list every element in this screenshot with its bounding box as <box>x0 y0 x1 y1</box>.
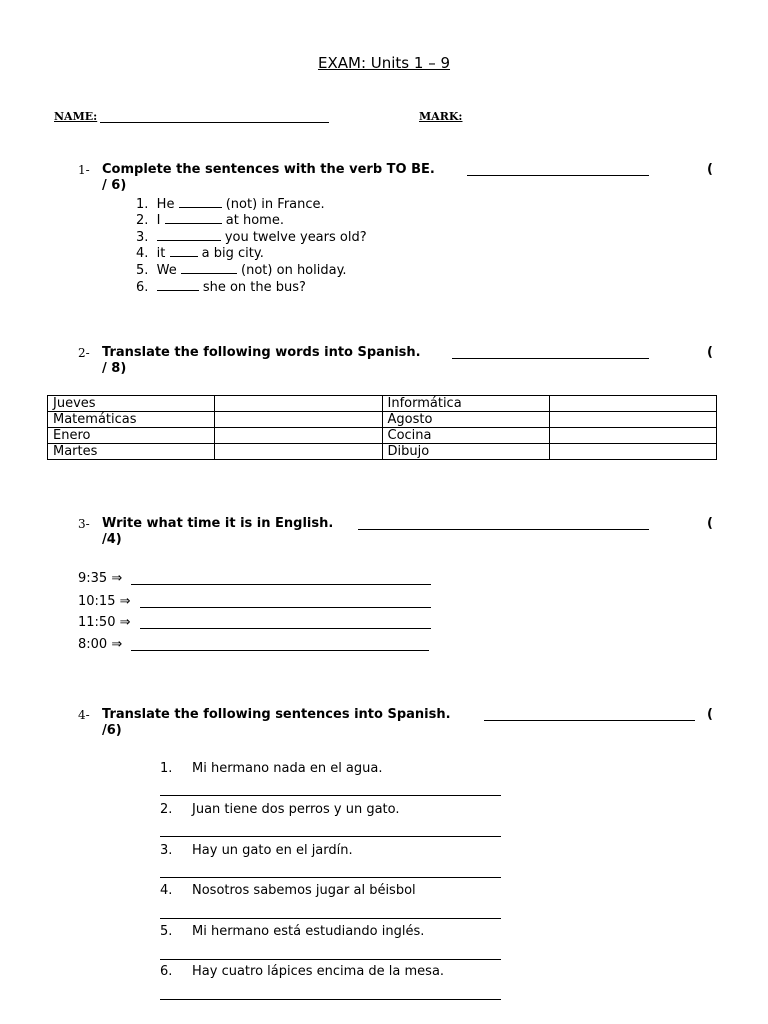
item-number: 6. <box>136 280 149 295</box>
q4-item-number: 3. <box>160 843 173 858</box>
time-prompt: 8:00 ⇒ <box>78 637 123 652</box>
q3-score: /4) <box>102 532 122 547</box>
q4-answer-line[interactable] <box>160 877 501 878</box>
item-suffix: a big city. <box>201 246 264 261</box>
exam-title: EXAM: Units 1 – 9 <box>317 54 451 72</box>
blank-field[interactable] <box>170 244 198 257</box>
q1-score: / 6) <box>102 178 127 193</box>
mark-label: MARK: <box>419 110 463 123</box>
blank-field[interactable] <box>157 278 199 291</box>
answer-cell[interactable] <box>215 428 382 444</box>
item-number: 3. <box>136 230 149 245</box>
q4-item-text: Nosotros sabemos jugar al béisbol <box>192 883 416 898</box>
q1-item-3 <box>136 228 367 245</box>
word-cell: Jueves <box>48 396 215 412</box>
q1-item-4 <box>136 244 264 261</box>
q3-answer-line <box>358 529 649 530</box>
q4-item-text: Mi hermano está estudiando inglés. <box>192 924 425 939</box>
q4-answer-line[interactable] <box>160 918 501 919</box>
q4-answer-line[interactable] <box>160 836 501 837</box>
q1-item-2 <box>136 211 284 228</box>
q3-paren: ( <box>707 516 713 531</box>
item-prefix: I <box>156 213 161 228</box>
table-row <box>48 428 717 444</box>
q4-instruction: Translate the following sentences into Spanish. <box>102 707 451 722</box>
word-cell: Matemáticas <box>48 412 215 428</box>
table-row <box>48 444 717 460</box>
q4-answer-line[interactable] <box>160 999 501 1000</box>
q2-paren: ( <box>707 345 713 360</box>
translation-table <box>47 395 717 460</box>
word-cell: Martes <box>48 444 215 460</box>
item-number: 5. <box>136 263 149 278</box>
q2-number: 2- <box>78 346 90 360</box>
q1-item-5 <box>136 261 347 278</box>
item-prefix: it <box>156 246 166 261</box>
time-answer-line[interactable] <box>131 650 429 651</box>
q1-item-1 <box>136 195 325 212</box>
time-prompt: 10:15 ⇒ <box>78 594 131 609</box>
word-cell: Informática <box>382 396 549 412</box>
item-prefix: We <box>156 263 177 278</box>
name-field[interactable] <box>100 122 329 123</box>
answer-cell[interactable] <box>549 412 716 428</box>
q4-answer-line <box>484 720 695 721</box>
q4-paren: ( <box>707 707 713 722</box>
q1-answer-line <box>467 175 649 176</box>
time-answer-line[interactable] <box>140 607 431 608</box>
name-label: NAME: <box>54 110 98 123</box>
answer-cell[interactable] <box>549 444 716 460</box>
item-suffix: at home. <box>225 213 284 228</box>
blank-field[interactable] <box>165 211 222 224</box>
q4-item-number: 2. <box>160 802 173 817</box>
q4-answer-line[interactable] <box>160 795 501 796</box>
time-prompt: 9:35 ⇒ <box>78 571 123 586</box>
q4-number: 4- <box>78 708 90 722</box>
answer-cell[interactable] <box>215 412 382 428</box>
word-cell: Enero <box>48 428 215 444</box>
item-prefix: He <box>156 197 175 212</box>
q4-item-number: 6. <box>160 964 173 979</box>
table-row <box>48 396 717 412</box>
q4-item-number: 1. <box>160 761 173 776</box>
q4-item-text: Juan tiene dos perros y un gato. <box>192 802 400 817</box>
item-suffix: (not) on holiday. <box>241 263 347 278</box>
q4-item-text: Hay un gato en el jardín. <box>192 843 353 858</box>
q2-answer-line <box>452 358 649 359</box>
q2-instruction: Translate the following words into Spanish. <box>102 345 421 360</box>
blank-field[interactable] <box>179 195 222 208</box>
blank-field[interactable] <box>157 228 221 241</box>
q1-paren: ( <box>707 162 713 177</box>
answer-cell[interactable] <box>549 396 716 412</box>
answer-cell[interactable] <box>215 396 382 412</box>
q2-score: / 8) <box>102 361 127 376</box>
table-row <box>48 412 717 428</box>
time-answer-line[interactable] <box>131 584 431 585</box>
q1-number: 1- <box>78 163 90 177</box>
q4-answer-line[interactable] <box>160 959 501 960</box>
item-number: 1. <box>136 197 149 212</box>
time-prompt: 11:50 ⇒ <box>78 615 131 630</box>
item-number: 4. <box>136 246 149 261</box>
q3-number: 3- <box>78 517 90 531</box>
time-answer-line[interactable] <box>140 628 431 629</box>
answer-cell[interactable] <box>215 444 382 460</box>
item-suffix: (not) in France. <box>225 197 325 212</box>
item-suffix: you twelve years old? <box>224 230 367 245</box>
item-suffix: she on the bus? <box>202 280 306 295</box>
q4-item-number: 4. <box>160 883 173 898</box>
q3-instruction: Write what time it is in English. <box>102 516 334 531</box>
q4-item-number: 5. <box>160 924 173 939</box>
word-cell: Agosto <box>382 412 549 428</box>
q1-instruction: Complete the sentences with the verb TO BE. <box>102 162 435 177</box>
answer-cell[interactable] <box>549 428 716 444</box>
q1-item-6 <box>136 278 306 295</box>
q4-item-text: Mi hermano nada en el agua. <box>192 761 383 776</box>
word-cell: Cocina <box>382 428 549 444</box>
blank-field[interactable] <box>181 261 237 274</box>
item-number: 2. <box>136 213 149 228</box>
word-cell: Dibujo <box>382 444 549 460</box>
q4-item-text: Hay cuatro lápices encima de la mesa. <box>192 964 445 979</box>
q4-score: /6) <box>102 723 122 738</box>
